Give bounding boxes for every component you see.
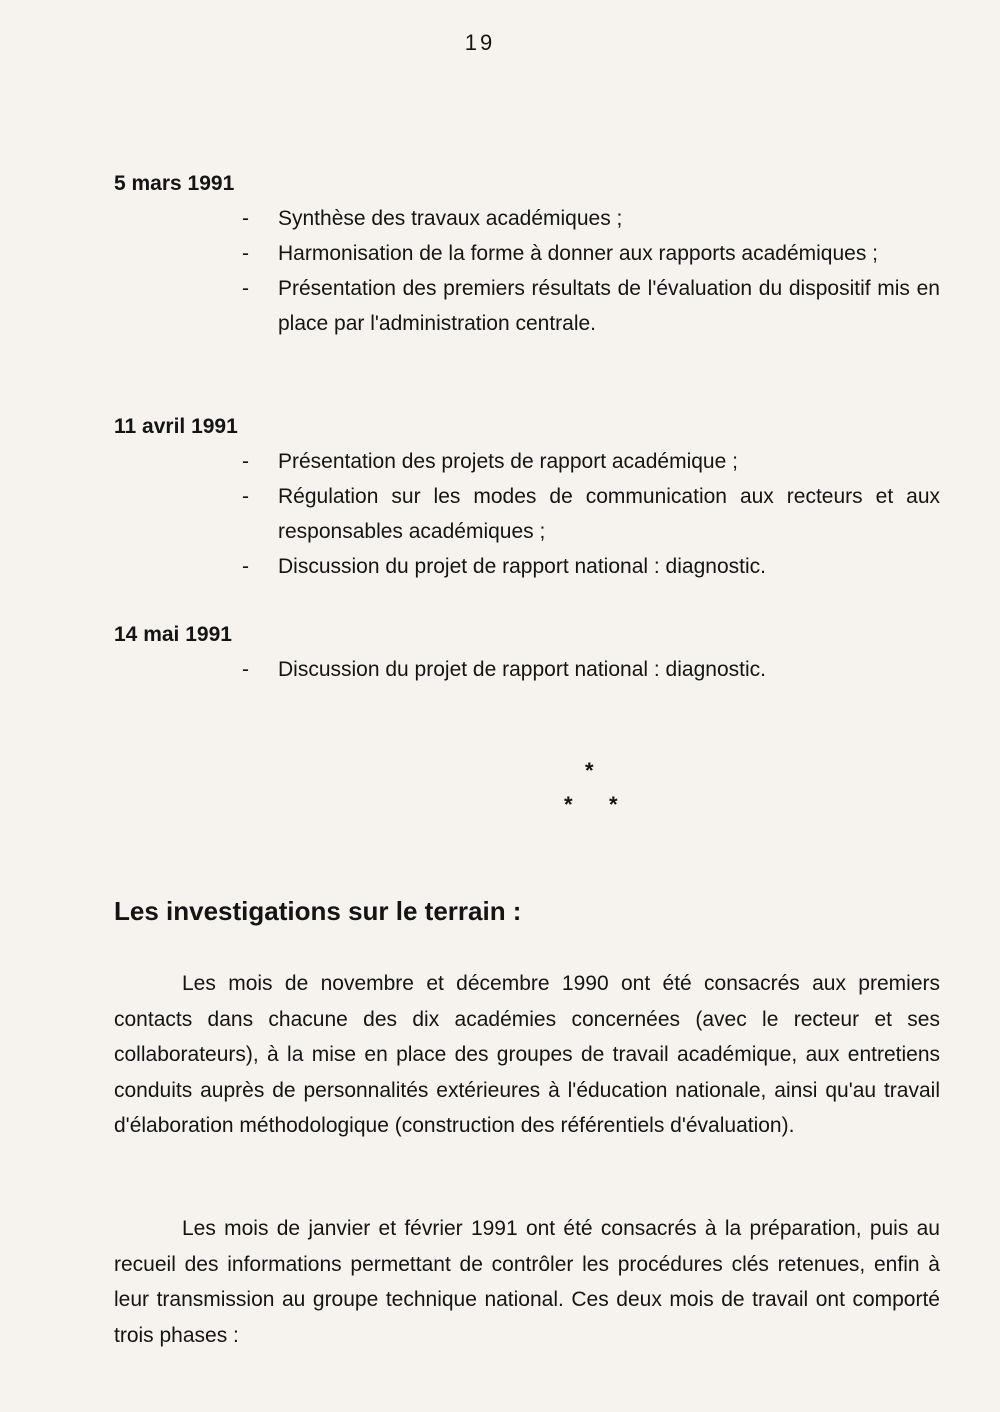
bullet-dash: - (242, 658, 249, 681)
separator-star: * (564, 792, 573, 817)
agenda-item-text: Présentation des projets de rapport académique ; (278, 450, 738, 473)
separator-star: * (585, 758, 594, 783)
body-paragraph: Les mois de novembre et décembre 1990 ont été consacrés aux premiers contacts dans chacune des dix académies concernées (avec le recteur et ses collaborateurs), à la mise en place des groupes de travail académique, aux entretiens conduits auprès de personnalités extérieures à l'éducation nationale, ainsi qu'au travail d'élaboration méthodologique (construction des référentiels d'évaluation). (114, 972, 940, 1137)
separator-star: * (609, 792, 618, 817)
agenda-item-text: Discussion du projet de rapport national : diagnostic. (278, 658, 766, 681)
agenda-item (114, 479, 940, 549)
agenda-item (114, 549, 940, 584)
agenda-item (114, 236, 940, 271)
bullet-dash: - (242, 277, 249, 300)
asterism-separator (0, 758, 1000, 818)
bullet-dash: - (242, 555, 249, 578)
bullet-dash: - (242, 485, 249, 508)
bullet-dash: - (242, 242, 249, 265)
session-date: 5 mars 1991 (114, 172, 235, 195)
session-block (114, 166, 940, 341)
section-heading: Les investigations sur le terrain : (114, 896, 522, 926)
agenda-item-text: Présentation des premiers résultats de l'évaluation du dispositif mis en place par l'administration centrale. (278, 277, 940, 335)
agenda-item-text: Synthèse des travaux académiques ; (278, 207, 623, 230)
page-number: 19 (464, 30, 496, 55)
agenda-item-text: Régulation sur les modes de communication aux recteurs et aux responsables académiques ; (278, 485, 940, 543)
agenda-item (114, 201, 940, 236)
session-date: 11 avril 1991 (114, 415, 238, 438)
agenda-item-text: Discussion du projet de rapport national : diagnostic. (278, 555, 766, 578)
session-block (114, 409, 940, 584)
session-block (114, 617, 940, 687)
agenda-item (114, 444, 940, 479)
agenda-item-text: Harmonisation de la forme à donner aux rapports académiques ; (278, 242, 878, 265)
body-paragraph: Les mois de janvier et février 1991 ont été consacrés à la préparation, puis au recueil des informations permettant de contrôler les procédures clés retenues, enfin à leur transmission au groupe technique national. Ces deux mois de travail ont comporté trois phases : (114, 1217, 940, 1347)
agenda-item (114, 271, 940, 341)
agenda-item (114, 652, 940, 687)
session-date: 14 mai 1991 (114, 623, 232, 646)
bullet-dash: - (242, 207, 249, 230)
bullet-dash: - (242, 450, 249, 473)
